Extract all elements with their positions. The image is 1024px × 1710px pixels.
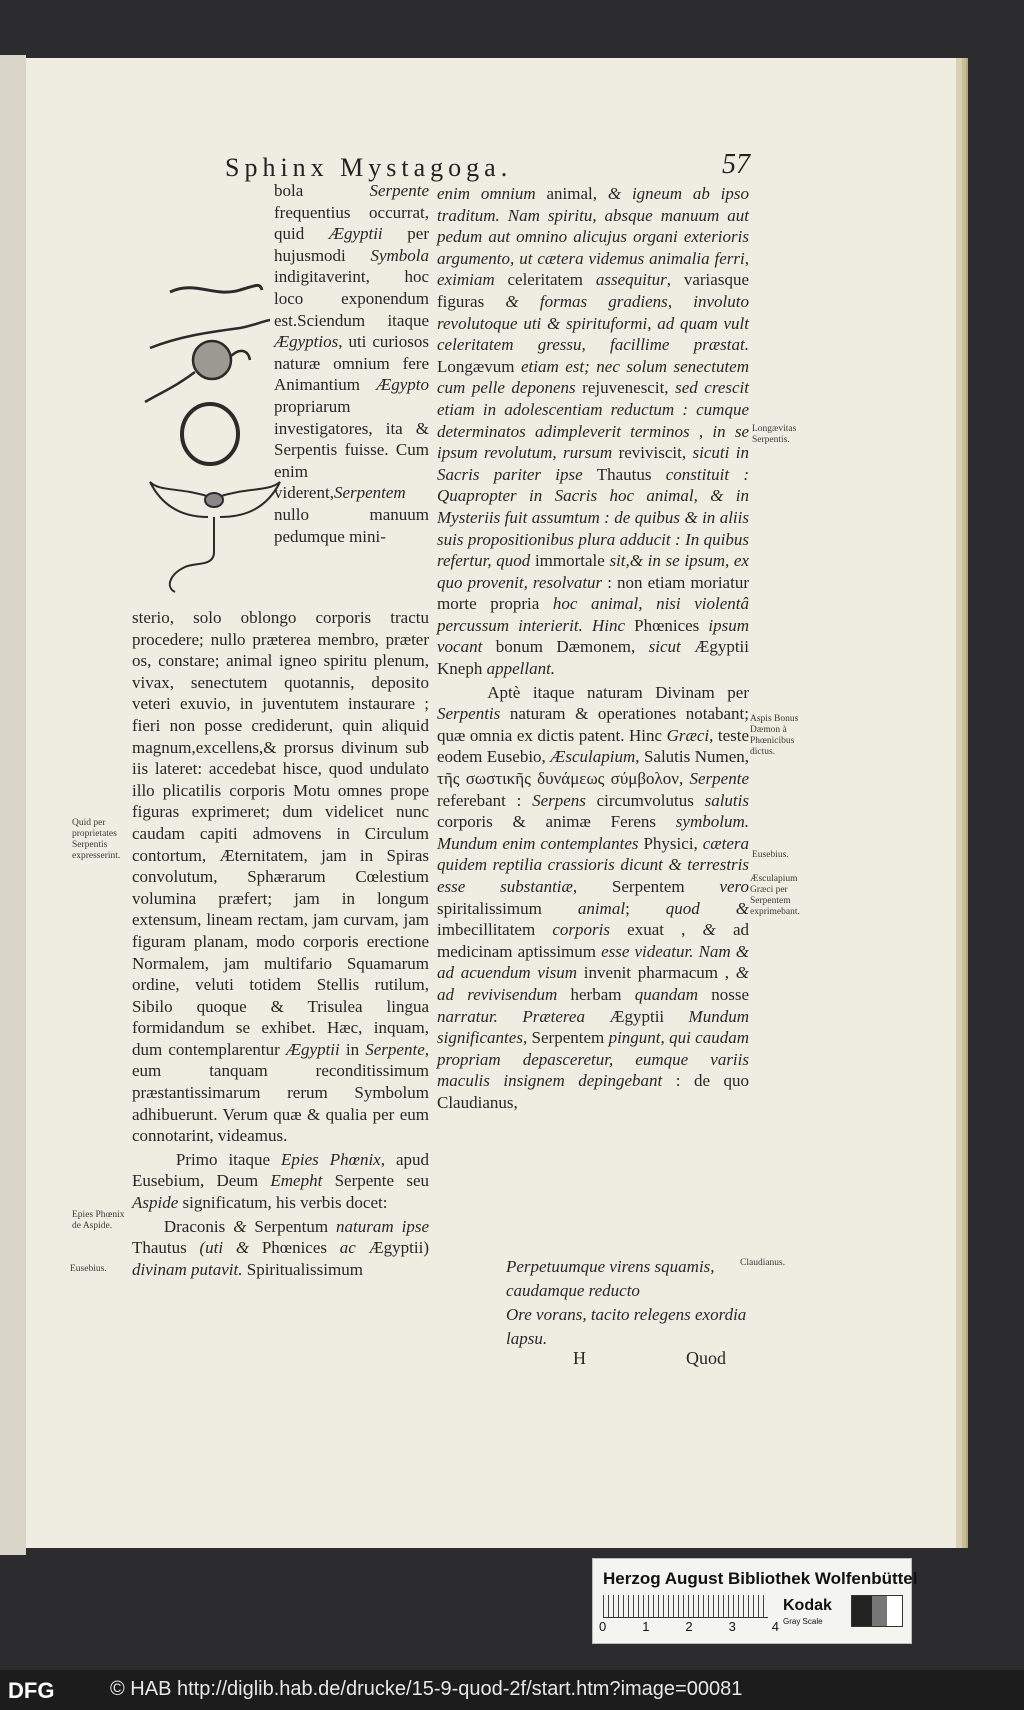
ouroboros-icon [182, 404, 238, 464]
facing-page-edge [0, 55, 26, 1555]
serpent-figures [140, 262, 290, 632]
ruler-number: 2 [685, 1619, 693, 1634]
margin-note-eusebius-right: Eusebius. [752, 850, 789, 860]
paragraph: Draconis & Serpentum naturam ipse Thautus (uti & Phœnices ac Ægyptii) divinam putavit. Spiritualissimum [132, 1216, 429, 1279]
library-name: Herzog August Bibliothek Wolfenbüttel [603, 1569, 918, 1588]
paragraph: sterio, solo oblongo corporis tractu procedere; nullo præterea membro, præter os, constare; animal igneo spiritu plenum, vivax, senectutem quotannis, deposito veteri exuvio, in juventutem instaurare ; fieri non posse crediderunt, quin aliquid magnum,excellens,& prorsus divinum sub iis lateret: accedebat hisce, quod undulato illo plicatilis corporis Motu omnes prope figuras exprimeret; dum videlicet nunc caudam capiti admovens in Circulum contortum, Æternitatem, jam in Spiras convolutum, Sphærarum Cœlestium volumina præfert; jam in longum extensum, lineam rectam, jam curvam, jam figuram planam, modo corporis erectione Normalem, jam multifario Squamarum ordine, veluti totidem Stellis rutilum, Sibilo quoque & Trisulea lingua formidandum se exhibet. Hæc, inquam, dum contemplarentur Ægyptii in Serpente, eum tanquam reconditissimum præstantissimarum rerum Symbolum adhibuerunt. Verum quæ & qualia per eum connotarint, videamus. [132, 608, 429, 1146]
verse-line: Ore vorans, tacito relegens exordia lapsu. [506, 1305, 747, 1348]
right-column [437, 183, 749, 1116]
left-wide-column [132, 607, 429, 1282]
margin-note-longaevitas: Longævitas Serpentis. [752, 424, 797, 445]
serpent-sphere-icon [145, 341, 250, 402]
ruler-numbers [599, 1619, 779, 1634]
paragraph: bola Serpente frequentius occurrat, quid Ægyptii per hujusmodi Symbola indigitaverint, hoc loco exponendum est.Sciendum itaque Ægyptios, uti curiosos naturæ omnium fere Animantium Ægypto propriarum investigatores, ita & Serpentis fuisse. Cum enim viderent,Serpentem nullo manuum pedumque mini- [274, 181, 429, 546]
verse-line: Perpetuumque virens squamis, caudamque reducto [506, 1257, 715, 1300]
dfg-logo: DFG [8, 1678, 55, 1703]
ruler-number: 1 [642, 1619, 650, 1634]
page-title: Sphinx Mystagoga. [225, 153, 513, 182]
signature-mark: H [573, 1348, 586, 1368]
ruler-number: 3 [728, 1619, 736, 1634]
running-header [225, 145, 750, 185]
paragraph: enim omnium animal, & igneum ab ipso traditum. Nam spiritu, absque manuum aut pedum aut omnino alicujus organi exterioris argumento, ut cætera videmus animalia ferri, eximiam celeritatem assequitur, variasque figuras & formas gradiens, involuto revolutoque uti & spirituformi, ad quam vult celeritatem gressu, facillime præstat. Longævum etiam est; nec solum senectutem cum pelle deponens rejuvenescit, sed crescit etiam in adolescentiam reductum : cumque determinatos adimpleverit terminos , in se ipsum revolutum, rursum reviviscit, sicuti in Sacris pariter ipse Thautus constituit : Quapropter in Sacris hoc animal, & in Mysteriis fuit assumtum : de quibus & in aliis suis propositionibus plura adducit : In quibus refertur, quod immortale sit,& in se ipsum, ex quo provenit, resolvatur : non etiam moriatur morte propria hoc animal, nisi violentâ percussum interierit. Hinc Phœnices ipsum vocant bonum Dæmonem, sicut Ægyptii Kneph appellant. [437, 184, 750, 679]
margin-note-aspis: Aspis Bonus Dæmon à Phœnicibus dictus. [750, 714, 799, 757]
margin-note-claudianus: Claudianus. [740, 1258, 786, 1268]
paragraph: Primo itaque Epies Phœnix, apud Eusebium, Deum Emepht Serpente seu Aspide significatum, his verbis docet: [132, 1149, 430, 1213]
winged-serpent-icon [150, 482, 280, 592]
gray-scale-label: Gray Scale [783, 1617, 823, 1626]
color-calibration-card [592, 1558, 918, 1644]
ruler-number: 0 [599, 1619, 607, 1634]
claudianus-verse [466, 1255, 756, 1351]
paragraph: Aptè itaque naturam Divinam per Serpentis naturam & operationes notabant; quæ omnia ex dictis patent. Hinc Græci, teste eodem Eusebio, Æsculapium, Salutis Numen, τῆς σωστικῆς δυνάμεως σύμβολον, Serpente referebant : Serpens circumvolutus salutis corporis & animæ Ferens symbolum. Mundum enim contemplantes Physici, cætera quidem reptilia crassioris dicunt & terrestris esse substantiæ, Serpentem vero spiritalissimum animal; quod & imbecillitatem corporis exuat , & ad medicinam aptissimum esse videatur. Nam & ad acuendum visum invenit pharmacum , & ad revivisendum herbam quandam nosse narratur. Præterea Ægyptii Mundum significantes, Serpentem pingunt, qui caudam propriam depasceretur, eumque variis maculis insignem depingebant : de quo Claudianus, [437, 682, 750, 1112]
kodak-label: Kodak [783, 1597, 832, 1614]
serpent-wavy-icon [170, 285, 262, 292]
ruler-scale [603, 1595, 768, 1618]
copyright-link[interactable]: © HAB http://diglib.hab.de/drucke/15-9-quod-2f/start.htm?image=00081 [110, 1678, 743, 1700]
left-narrow-column [274, 180, 429, 549]
margin-note-quid-per: Quid per proprietates Serpentis expresserint. [72, 818, 121, 861]
page-number: 57 [722, 149, 750, 180]
margin-note-epies: Epies Phœnix de Aspide. [72, 1210, 125, 1231]
margin-note-aesculapium: Æsculapium Græci per Serpentem exprimebant. [750, 874, 800, 917]
margin-note-eusebius-left: Eusebius. [70, 1264, 107, 1274]
gray-scale-patches [851, 1595, 903, 1627]
footer-bar [0, 1670, 1024, 1710]
ruler-number: 4 [771, 1619, 779, 1634]
catchword: Quod [686, 1348, 726, 1368]
